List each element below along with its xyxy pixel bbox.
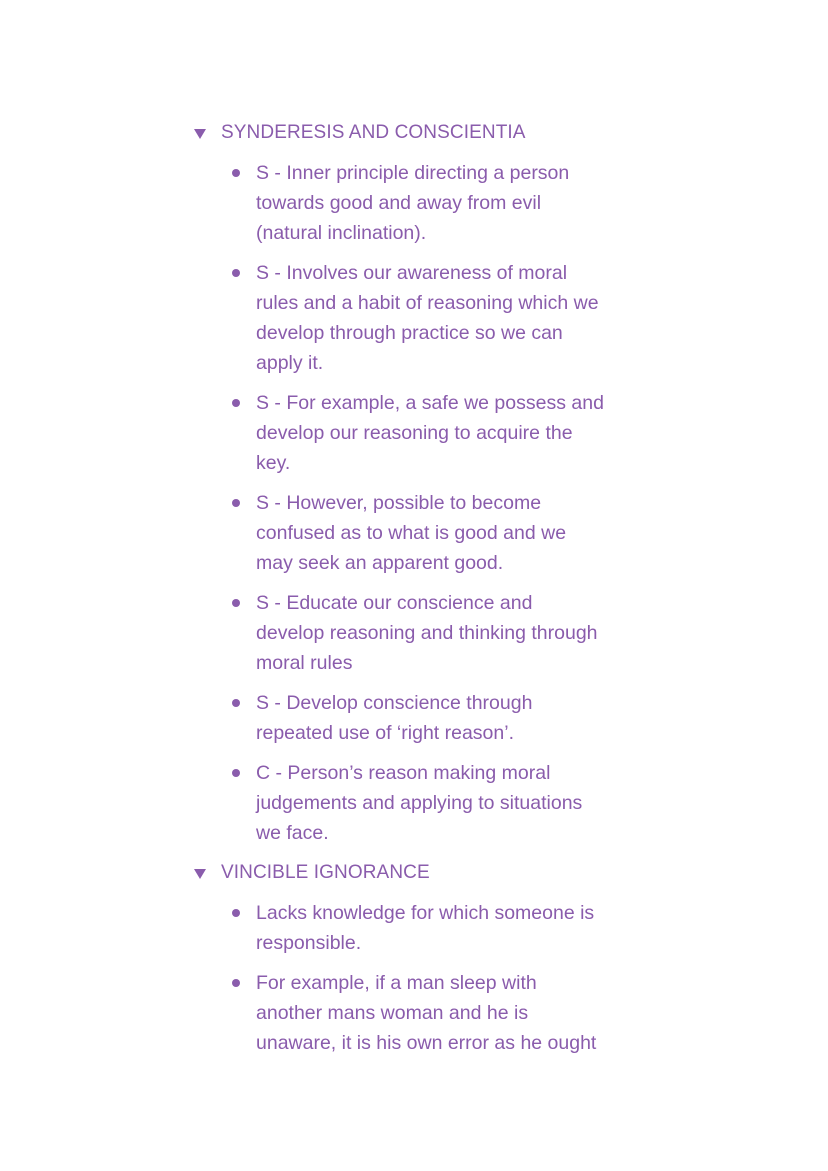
bullet-icon: [232, 599, 240, 607]
bullet-icon: [232, 169, 240, 177]
list-item-text: S - Inner principle directing a person towards good and away from evil (natural inclination).: [256, 162, 570, 244]
section-header-vincible-ignorance[interactable]: [194, 858, 430, 888]
bullet-icon: [232, 399, 240, 407]
list-item-text: S - Develop conscience through repeated use of ‘right reason’.: [256, 692, 533, 744]
section-header-label: SYNDERESIS AND CONSCIENTIA: [221, 122, 526, 143]
bullet-icon: [232, 909, 240, 917]
section-header-label: VINCIBLE IGNORANCE: [221, 862, 430, 883]
list-item-text: S - Involves our awareness of moral rules and a habit of reasoning which we develop through practice so we can apply it.: [256, 262, 599, 374]
list-item-text: S - Educate our conscience and develop reasoning and thinking through moral rules: [256, 592, 598, 674]
bullet-icon: [232, 269, 240, 277]
section-header-synderesis[interactable]: [194, 118, 526, 148]
disclosure-triangle-down-icon[interactable]: [194, 869, 206, 879]
list-item-text: S - For example, a safe we possess and develop our reasoning to acquire the key.: [256, 392, 604, 474]
list-item-text: C - Person’s reason making moral judgements and applying to situations we face.: [256, 762, 583, 844]
bullet-icon: [232, 499, 240, 507]
bullet-icon: [232, 699, 240, 707]
list-item-text: Lacks knowledge for which someone is responsible.: [256, 902, 595, 954]
list-item-text: For example, if a man sleep with another mans woman and he is unaware, it is his own error as he ought: [256, 972, 597, 1054]
disclosure-triangle-down-icon[interactable]: [194, 129, 206, 139]
bullet-icon: [232, 769, 240, 777]
bullet-icon: [232, 979, 240, 987]
list-item-text: S - However, possible to become confused as to what is good and we may seek an apparent good.: [256, 492, 567, 574]
